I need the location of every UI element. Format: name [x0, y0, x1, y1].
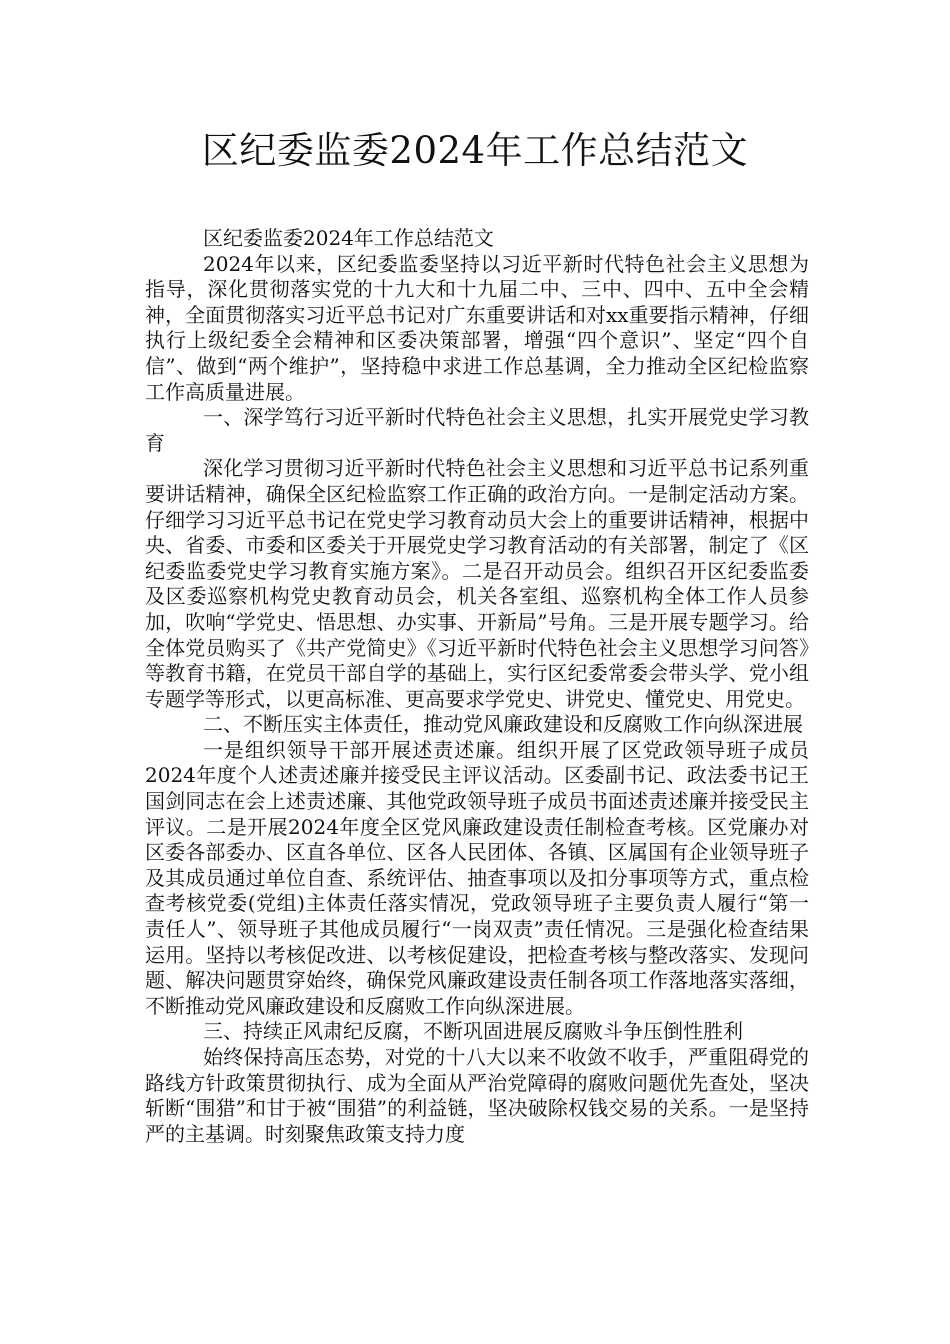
section-body-2: 一是组织领导干部开展述责述廉。组织开展了区党政领导班子成员2024年度个人述责述廉并接受民主评议活动。区委副书记、政法委书记王国剑同志在会上述责述廉、其他党政领导班子成员书面述责述廉并接受民主评议。二是开展2024年度全区党风廉政建设责任制检查考核。区党廉办对区委各部委办、区直各单位、区各人民团体、各镇、区属国有企业领导班子及其成员通过单位自查、系统评估、抽查事项以及扣分事项等方式，重点检查考核党委(党组)主体责任落实情况，党政领导班子主要负责人履行“第一责任人”、领导班子其他成员履行“一岗双责”责任情况。三是强化检查结果运用。坚持以考核促改进、以考核促建设，把检查考核与整改落实、发现问题、解决问题贯穿始终，确保党风廉政建设责任制各项工作落地落实落细，不断推动党风廉政建设和反腐败工作向纵深进展。: [145, 737, 809, 1018]
intro-paragraph: 2024年以来，区纪委监委坚持以习近平新时代特色社会主义思想为指导，深化贯彻落实党的十九大和十九届二中、三中、四中、五中全会精神，全面贯彻落实习近平总书记对广东重要讲话和对xx重要指示精神，仔细执行上级纪委全会精神和区委决策部署，增强“四个意识”、坚定“四个自信”、做到“两个维护”，坚持稳中求进工作总基调，全力推动全区纪检监察工作高质量进展。: [145, 251, 809, 404]
section-heading-2: 二、不断压实主体责任，推动党风廉政建设和反腐败工作向纵深进展: [203, 712, 803, 737]
section-body-3: 始终保持高压态势，对党的十八大以来不收敛不收手，严重阻碍党的路线方针政策贯彻执行、成为全面从严治党障碍的腐败问题优先查处，坚决斩断“围猎”和甘于被“围猎”的利益链，坚决破除权钱交易的关系。一是坚持严的主基调。时刻聚焦政策支持力度: [145, 1045, 809, 1146]
subtitle-paragraph: 区纪委监委2024年工作总结范文: [203, 226, 494, 250]
section-heading-3: 三、持续正风肃纪反腐，不断巩固进展反腐败斗争压倒性胜利: [203, 1019, 743, 1044]
document-body: [145, 226, 809, 1147]
section-body-1: 深化学习贯彻习近平新时代特色社会主义思想和习近平总书记系列重要讲话精神，确保全区纪检监察工作正确的政治方向。一是制定活动方案。仔细学习习近平总书记在党史学习教育动员大会上的重要讲话精神，根据中央、省委、市委和区委关于开展党史学习教育活动的有关部署，制定了《区纪委监委党史学习教育实施方案》。二是召开动员会。组织召开区纪委监委及区委巡察机构党史教育动员会，机关各室组、巡察机构全体工作人员参加，吹响“学党史、悟思想、办实事、开新局”号角。三是开展专题学习。给全体党员购买了《共产党简史》《习近平新时代特色社会主义思想学习问答》等教育书籍，在党员干部自学的基础上，实行区纪委常委会带头学、党小组专题学等形式，以更高标准、更高要求学党史、讲党史、懂党史、用党史。: [145, 456, 809, 711]
document-title: 区纪委监委2024年工作总结范文: [201, 129, 749, 172]
section-heading-1: 一、深学笃行习近平新时代特色社会主义思想，扎实开展党史学习教育: [145, 405, 809, 455]
